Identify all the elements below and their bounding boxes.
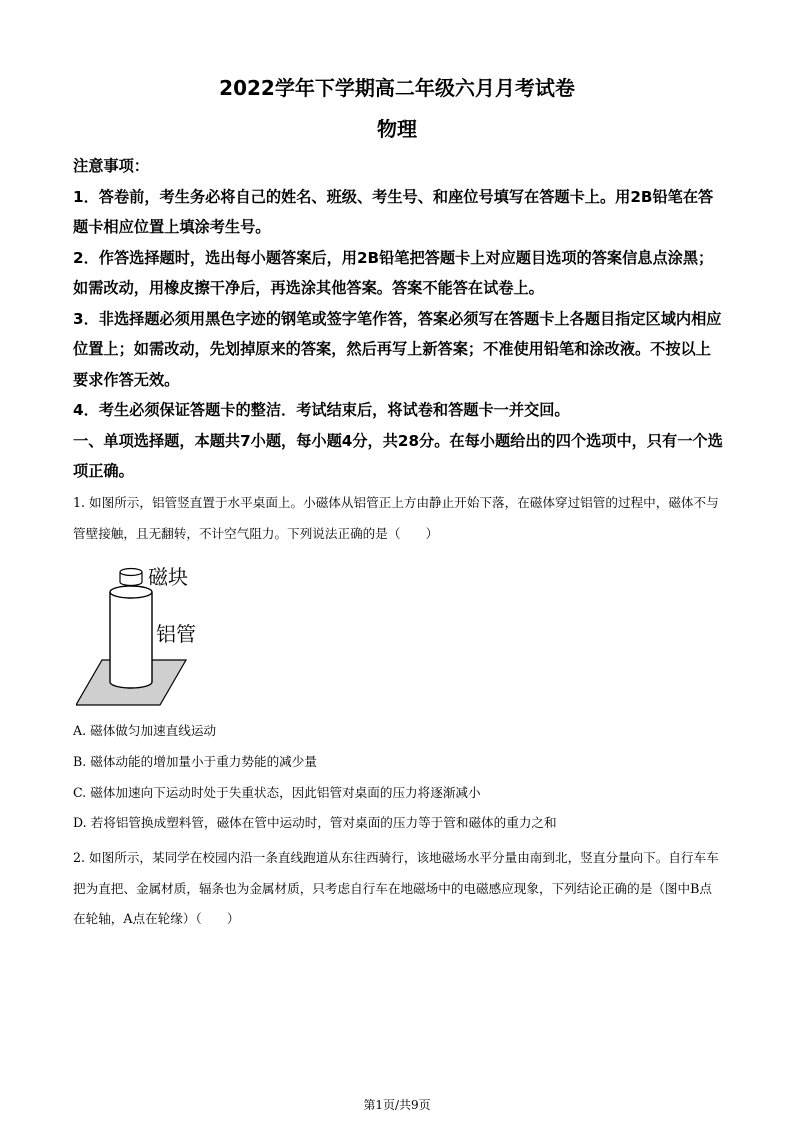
magnet-block-top: [120, 569, 142, 576]
magnet-tube-figure: [76, 560, 211, 710]
magnet-label: 磁块: [148, 565, 188, 589]
page-number: 第1页/共9页: [363, 1098, 431, 1112]
question-2-stem-block: [73, 843, 723, 935]
tube-label: 铝管: [156, 622, 196, 646]
question-1-options: [73, 716, 723, 839]
note-item-1: 1．答卷前，考生务必将自己的姓名、班级、考生号、和座位号填写在答题卡上。用2B铅笔在答题卡相应位置上填涂考生号。: [73, 187, 714, 236]
note-item-3: 3．非选择题必须用黑色字迹的钢笔或签字笔作答，答案必须写在答题卡上各题目指定区域内相应位置上；如需改动，先划掉原来的答案，然后再写上新答案；不准使用铅笔和涂改液。不按以上要求作答无效。: [73, 309, 722, 389]
note-item-4: 4．考生必须保证答题卡的整洁．考试结束后，将试卷和答题卡一并交回。: [73, 401, 570, 419]
notes-heading: 注意事项：: [73, 157, 149, 175]
option-d: D. 若将铝管换成塑料管，磁体在管中运动时，管对桌面的压力等于管和磁体的重力之和: [73, 815, 557, 831]
section-heading: 一、单项选择题，本题共7小题，每小题4分，共28分。在每小题给出的四个选项中，只有一个选项正确。: [73, 431, 723, 480]
option-a: A. 磁体做匀加速直线运动: [73, 723, 217, 738]
question-1-stem: 1. 如图所示，铝管竖直置于水平桌面上。小磁体从铝管正上方由静止开始下落，在磁体穿过铝管的过程中，磁体不与管壁接触，且无翻转，不计空气阻力。下列说法正确的是（ ）: [73, 495, 719, 541]
question-2-stem: 2. 如图所示，某同学在校园内沿一条直线跑道从东往西骑行，该地磁场水平分量由南到北，竖直分量向下。自行车车把为直把、金属材质，辐条也为金属材质，只考虑自行车在地磁场中的电磁感应现象，下列结论正确的是（图中B点在轮轴，A点在轮缘）（ ）: [73, 850, 719, 926]
exam-notes: [73, 151, 723, 487]
question-1-stem-block: [73, 488, 723, 549]
subject-title: 物理: [377, 117, 417, 141]
aluminum-tube-top: [110, 586, 152, 598]
option-c: C. 磁体加速向下运动时处于失重状态，因此铝管对桌面的压力将逐渐减小: [73, 784, 481, 800]
aluminum-tube: [110, 592, 152, 688]
note-item-2: 2．作答选择题时，选出每小题答案后，用2B铅笔把答题卡上对应题目选项的答案信息点涂黑；如需改动，用橡皮擦干净后，再选涂其他答案。答案不能答在试卷上。: [73, 248, 714, 297]
option-b: B. 磁体动能的增加量小于重力势能的减少量: [73, 753, 317, 769]
exam-title: 2022学年下学期高二年级六月月考试卷: [219, 76, 575, 100]
